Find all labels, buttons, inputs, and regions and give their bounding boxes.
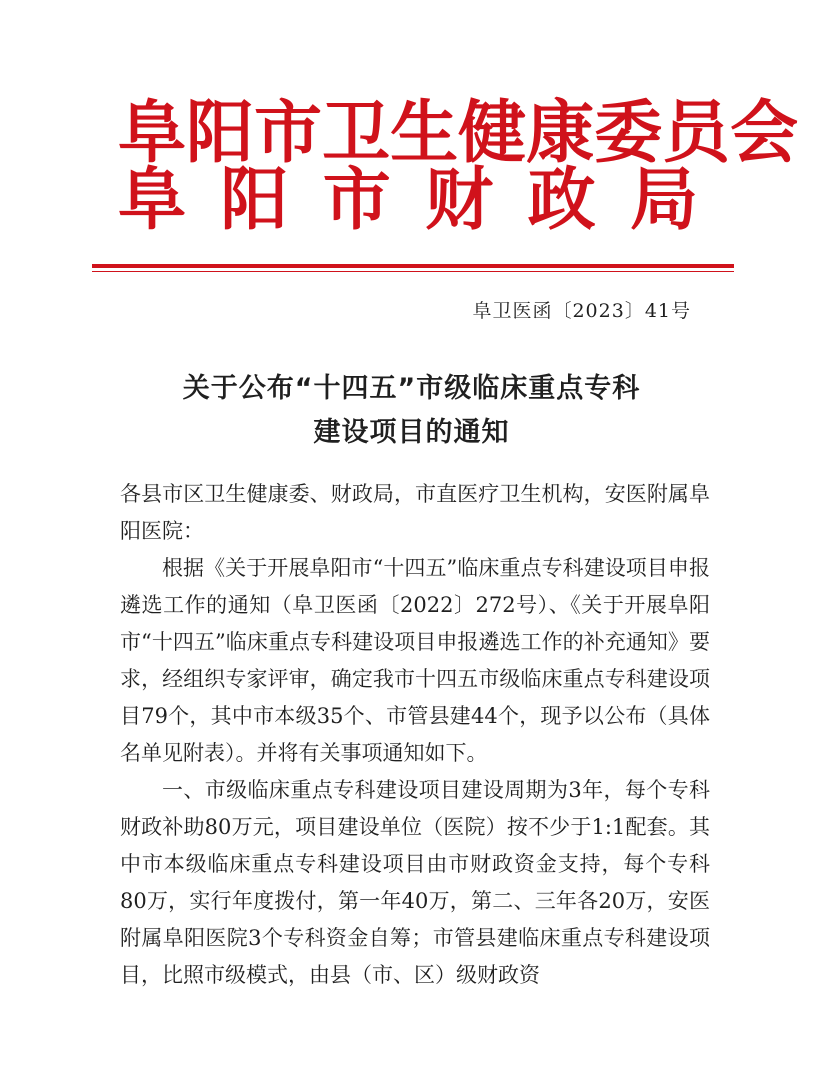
notice-body (120, 476, 710, 994)
issuer-header-finance-bureau (118, 161, 698, 240)
addressee: 各县市区卫生健康委、财政局，市直医疗卫生机构，安医附属阜阳医院： (120, 482, 710, 543)
notice-title-line2: 建设项目的通知 (313, 417, 510, 448)
header-char: 卫 (322, 94, 391, 173)
header-char: 康 (526, 94, 595, 173)
header-char: 会 (730, 94, 799, 173)
header-char: 市 (322, 161, 391, 240)
issuer-header-health-commission (118, 94, 799, 173)
header-char: 局 (629, 161, 698, 240)
header-char: 财 (425, 161, 494, 240)
header-char: 阜 (118, 161, 187, 240)
header-char: 阜 (118, 94, 187, 173)
header-char: 市 (254, 94, 323, 173)
header-char: 员 (662, 94, 731, 173)
paragraph-basis: 根据《关于开展阜阳市“十四五”临床重点专科建设项目申报遴选工作的通知（阜卫医函〔2022〕272号）、《关于开展阜阳市“十四五”临床重点专科建设项目申报遴选工作的补充通知》要求，经组织专家评审，确定我市十四五市级临床重点专科建设项目79个，其中市本级35个、市管县建44个，现予以公布（具体名单见附表）。并将有关事项通知如下。 (120, 556, 710, 765)
header-char: 委 (594, 94, 663, 173)
red-divider-thick (92, 264, 734, 268)
header-char: 阳 (220, 161, 289, 240)
paragraph-item-1: 一、市级临床重点专科建设项目建设周期为3年，每个专科财政补助80万元，项目建设单位（医院）按不少于1:1配套。其中市本级临床重点专科建设项目由市财政资金支持，每个专科80万，实行年度拨付，第一年40万，第二、三年各20万，安医附属阜阳医院3个专科资金自筹；市管县建临床重点专科建设项目，比照市级模式，由县（市、区）级财政资 (120, 778, 710, 987)
red-divider-thin (92, 271, 734, 272)
header-char: 生 (390, 94, 459, 173)
notice-title-line1: 关于公布“十四五”市级临床重点专科 (182, 373, 641, 404)
document-number: 阜卫医函〔2023〕41号 (472, 300, 691, 322)
header-char: 政 (527, 161, 596, 240)
header-char: 健 (458, 94, 527, 173)
header-char: 阳 (186, 94, 255, 173)
